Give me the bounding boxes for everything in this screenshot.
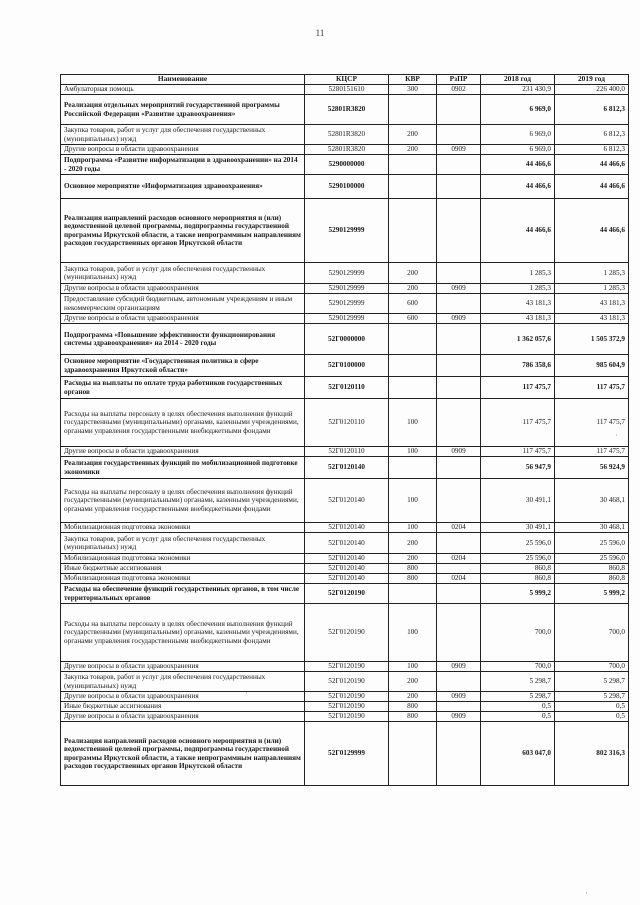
- cell-rzpr: [437, 294, 481, 314]
- cell-kvr: [389, 457, 437, 479]
- table-row: [61, 722, 629, 786]
- margin-mark: ·: [615, 430, 618, 440]
- cell-2018: 44 466,6: [481, 175, 555, 199]
- cell-rzpr: [437, 355, 481, 377]
- cell-2019: 700,0: [555, 662, 629, 672]
- cell-kcsr: 52Г0120140: [305, 564, 389, 574]
- cell-2019: 700,0: [555, 604, 629, 662]
- cell-name: Реализация направлений расходов основного мероприятия и (или) ведомственной целевой программы, подпрограммы государственной программы Иркутской области, а также непрограммным направлениям расходов государственных органов Иркутской области: [61, 199, 305, 263]
- cell-kvr: 100: [389, 604, 437, 662]
- cell-rzpr: [437, 199, 481, 263]
- cell-rzpr: 0204: [437, 523, 481, 533]
- cell-rzpr: [437, 604, 481, 662]
- table-row: [61, 672, 629, 692]
- cell-2018: 860,8: [481, 574, 555, 584]
- cell-kcsr: 52Г0129999: [305, 722, 389, 786]
- cell-rzpr: 0204: [437, 574, 481, 584]
- table-row: [61, 554, 629, 564]
- cell-2018: 1 285,3: [481, 284, 555, 294]
- cell-name: Основное мероприятие «Государственная политика в сфере здравоохранения Иркутской области»: [61, 355, 305, 377]
- table-row: [61, 574, 629, 584]
- cell-2019: 44 466,6: [555, 175, 629, 199]
- cell-rzpr: [437, 479, 481, 523]
- cell-2019: 25 596,0: [555, 533, 629, 554]
- cell-2018: 6 969,0: [481, 145, 555, 155]
- table-row: [61, 457, 629, 479]
- cell-kcsr: 52Г0100000: [305, 355, 389, 377]
- cell-rzpr: 0909: [437, 712, 481, 722]
- table-row: [61, 564, 629, 574]
- cell-rzpr: [437, 584, 481, 604]
- cell-2019: 860,8: [555, 574, 629, 584]
- cell-2018: 56 947,9: [481, 457, 555, 479]
- cell-rzpr: 0909: [437, 447, 481, 457]
- cell-kvr: [389, 175, 437, 199]
- cell-2019: 56 924,9: [555, 457, 629, 479]
- cell-2018: 117 475,7: [481, 447, 555, 457]
- table-row: [61, 662, 629, 672]
- table-row: [61, 155, 629, 175]
- cell-2019: 6 812,3: [555, 95, 629, 125]
- cell-kcsr: 52Г0120110: [305, 377, 389, 399]
- cell-name: Иные бюджетные ассигнования: [61, 564, 305, 574]
- cell-2019: 860,8: [555, 564, 629, 574]
- cell-kcsr: 5290129999: [305, 294, 389, 314]
- cell-2019: 5 298,7: [555, 672, 629, 692]
- cell-kcsr: 52801R3820: [305, 125, 389, 145]
- cell-2019: 25 596,0: [555, 554, 629, 564]
- table-row: [61, 355, 629, 377]
- cell-rzpr: [437, 457, 481, 479]
- cell-kvr: [389, 199, 437, 263]
- cell-name: Подпрограмма «Повышение эффективности функционирования системы здравоохранения» на 2014 - 2020 годы: [61, 324, 305, 355]
- budget-table: [60, 74, 629, 786]
- cell-kcsr: 5290129999: [305, 314, 389, 324]
- cell-rzpr: [437, 672, 481, 692]
- cell-kcsr: 52Г0120140: [305, 554, 389, 564]
- cell-kcsr: 52Г0120140: [305, 523, 389, 533]
- cell-2018: 44 466,6: [481, 199, 555, 263]
- cell-name: Закупка товаров, работ и услуг для обеспечения государственных (муниципальных) нужд: [61, 263, 305, 284]
- cell-name: Другие вопросы в области здравоохранения: [61, 662, 305, 672]
- cell-2018: 231 430,9: [481, 85, 555, 95]
- cell-kvr: 200: [389, 672, 437, 692]
- table-row: [61, 399, 629, 447]
- cell-2018: 0,5: [481, 702, 555, 712]
- cell-2019: 43 181,3: [555, 294, 629, 314]
- cell-2018: 5 298,7: [481, 672, 555, 692]
- cell-2019: 30 468,1: [555, 523, 629, 533]
- col-header-name: Наименование: [61, 75, 305, 85]
- cell-name: Расходы на выплаты персоналу в целях обеспечения выполнения функций государственными (муниципальными) органами, казенными учреждениями, органами управления государственными внебюджетными фондами: [61, 479, 305, 523]
- cell-kvr: 200: [389, 554, 437, 564]
- cell-rzpr: [437, 175, 481, 199]
- table-body: [61, 85, 629, 786]
- cell-kcsr: 5290000000: [305, 155, 389, 175]
- cell-name: Другие вопросы в области здравоохранения: [61, 712, 305, 722]
- cell-2018: 43 181,3: [481, 294, 555, 314]
- table-row: [61, 584, 629, 604]
- cell-kvr: 800: [389, 564, 437, 574]
- cell-kcsr: 52Г0120190: [305, 672, 389, 692]
- table-row: [61, 533, 629, 554]
- cell-name: Предоставление субсидий бюджетным, автономным учреждениям и иным некоммерческим организациям: [61, 294, 305, 314]
- cell-2018: 44 466,6: [481, 155, 555, 175]
- cell-kcsr: 5290129999: [305, 263, 389, 284]
- cell-name: Мобилизационная подготовка экономики: [61, 554, 305, 564]
- cell-name: Расходы на выплаты по оплате труда работников государственных органов: [61, 377, 305, 399]
- cell-rzpr: [437, 263, 481, 284]
- cell-name: Закупка товаров, работ и услуг для обеспечения государственных (муниципальных) нужд: [61, 672, 305, 692]
- cell-rzpr: [437, 564, 481, 574]
- cell-2018: 1 362 057,6: [481, 324, 555, 355]
- col-header-2019: 2019 год: [555, 75, 629, 85]
- cell-2018: 786 358,6: [481, 355, 555, 377]
- cell-name: Реализация государственных функций по мобилизационной подготовке экономики: [61, 457, 305, 479]
- cell-kcsr: 5290129999: [305, 284, 389, 294]
- cell-kcsr: 52Г0120110: [305, 447, 389, 457]
- cell-kvr: 100: [389, 399, 437, 447]
- cell-kvr: 200: [389, 145, 437, 155]
- cell-kcsr: 52Г0120140: [305, 574, 389, 584]
- table-row: [61, 95, 629, 125]
- cell-rzpr: 0909: [437, 145, 481, 155]
- cell-kcsr: 52Г0120190: [305, 604, 389, 662]
- cell-2018: 43 181,3: [481, 314, 555, 324]
- table-row: [61, 712, 629, 722]
- cell-name: Расходы на выплаты персоналу в целях обеспечения выполнения функций государственными (муниципальными) органами, казенными учреждениями, органами управления государственными внебюджетными фондами: [61, 604, 305, 662]
- cell-kvr: 100: [389, 523, 437, 533]
- table-row: [61, 284, 629, 294]
- cell-2019: 985 604,9: [555, 355, 629, 377]
- table-row: [61, 199, 629, 263]
- cell-rzpr: [437, 155, 481, 175]
- cell-2018: 603 047,0: [481, 722, 555, 786]
- cell-2019: 0,5: [555, 702, 629, 712]
- cell-2018: 5 999,2: [481, 584, 555, 604]
- cell-kvr: 200: [389, 533, 437, 554]
- cell-kcsr: 52Г0120190: [305, 584, 389, 604]
- cell-2018: 6 969,0: [481, 125, 555, 145]
- cell-rzpr: 0902: [437, 85, 481, 95]
- cell-name: Иные бюджетные ассигнования: [61, 702, 305, 712]
- cell-name: Другие вопросы в области здравоохранения: [61, 145, 305, 155]
- table-row: [61, 324, 629, 355]
- cell-rzpr: [437, 95, 481, 125]
- cell-2019: 802 316,3: [555, 722, 629, 786]
- cell-kcsr: 52Г0120190: [305, 712, 389, 722]
- cell-name: Другие вопросы в области здравоохранения: [61, 314, 305, 324]
- col-header-kcsr: КЦСР: [305, 75, 389, 85]
- cell-rzpr: [437, 377, 481, 399]
- cell-2019: 5 298,7: [555, 692, 629, 702]
- cell-name: Мобилизационная подготовка экономики: [61, 523, 305, 533]
- table-row: [61, 294, 629, 314]
- cell-name: Основное мероприятие «Информатизация здравоохранения»: [61, 175, 305, 199]
- cell-2018: 117 475,7: [481, 377, 555, 399]
- cell-kcsr: 5280151610: [305, 85, 389, 95]
- table-row: [61, 702, 629, 712]
- cell-name: Другие вопросы в области здравоохранения: [61, 692, 305, 702]
- col-header-kvr: КВР: [389, 75, 437, 85]
- cell-kcsr: 52Г0120190: [305, 662, 389, 672]
- cell-kvr: 300: [389, 85, 437, 95]
- cell-name: Реализация отдельных мероприятий государственной программы Российской Федерации «Развитие здравоохранения»: [61, 95, 305, 125]
- cell-kvr: 800: [389, 574, 437, 584]
- cell-name: Другие вопросы в области здравоохранения: [61, 284, 305, 294]
- cell-kvr: 100: [389, 662, 437, 672]
- cell-name: Расходы на обеспечение функций государственных органов, в том числе территориальных органов: [61, 584, 305, 604]
- cell-rzpr: [437, 702, 481, 712]
- cell-name: Подпрограмма «Развитие информатизации в здравоохранении» на 2014 - 2020 годы: [61, 155, 305, 175]
- cell-name: Реализация направлений расходов основного мероприятия и (или) ведомственной целевой программы, подпрограммы государственной программы Иркутской области, а также непрограммным направлениям расходов государственных органов Иркутской области: [61, 722, 305, 786]
- cell-2019: 1 285,3: [555, 284, 629, 294]
- cell-kcsr: 5290100000: [305, 175, 389, 199]
- table-row: [61, 263, 629, 284]
- cell-2018: 1 285,3: [481, 263, 555, 284]
- table-row: [61, 377, 629, 399]
- cell-2019: 43 181,3: [555, 314, 629, 324]
- cell-2019: 226 400,0: [555, 85, 629, 95]
- cell-kvr: 600: [389, 294, 437, 314]
- cell-kvr: [389, 377, 437, 399]
- cell-kcsr: 52Г0120140: [305, 479, 389, 523]
- cell-2019: 44 466,6: [555, 155, 629, 175]
- cell-rzpr: 0909: [437, 692, 481, 702]
- cell-kvr: 800: [389, 712, 437, 722]
- cell-name: Закупка товаров, работ и услуг для обеспечения государственных (муниципальных) нужд: [61, 533, 305, 554]
- cell-rzpr: 0909: [437, 314, 481, 324]
- cell-2018: 6 969,0: [481, 95, 555, 125]
- cell-kvr: [389, 584, 437, 604]
- cell-rzpr: [437, 125, 481, 145]
- cell-name: Мобилизационная подготовка экономики: [61, 574, 305, 584]
- cell-kcsr: 52801R3820: [305, 95, 389, 125]
- table-row: [61, 175, 629, 199]
- cell-kvr: [389, 355, 437, 377]
- cell-2019: 117 475,7: [555, 399, 629, 447]
- cell-kvr: 100: [389, 447, 437, 457]
- cell-rzpr: [437, 533, 481, 554]
- cell-2019: 44 466,6: [555, 199, 629, 263]
- cell-kcsr: 52Г0120140: [305, 533, 389, 554]
- cell-2018: 0,5: [481, 712, 555, 722]
- cell-kcsr: 52Г0120190: [305, 702, 389, 712]
- table-row: [61, 145, 629, 155]
- cell-kvr: 100: [389, 479, 437, 523]
- cell-2018: 25 596,0: [481, 554, 555, 564]
- cell-kcsr: 52Г0120190: [305, 692, 389, 702]
- cell-2018: 25 596,0: [481, 533, 555, 554]
- table-row: [61, 314, 629, 324]
- cell-2019: 6 812,3: [555, 145, 629, 155]
- cell-kcsr: 52Г0120140: [305, 457, 389, 479]
- cell-2019: 6 812,3: [555, 125, 629, 145]
- cell-rzpr: [437, 324, 481, 355]
- cell-2019: 0,5: [555, 712, 629, 722]
- table-row: [61, 604, 629, 662]
- table-row: [61, 479, 629, 523]
- table-row: [61, 692, 629, 702]
- col-header-2018: 2018 год: [481, 75, 555, 85]
- cell-kcsr: 5290129999: [305, 199, 389, 263]
- margin-mark: ·: [245, 688, 248, 698]
- cell-rzpr: 0909: [437, 662, 481, 672]
- cell-2018: 700,0: [481, 604, 555, 662]
- cell-2018: 700,0: [481, 662, 555, 672]
- cell-2018: 860,8: [481, 564, 555, 574]
- cell-2018: 30 491,1: [481, 479, 555, 523]
- cell-name: Другие вопросы в области здравоохранения: [61, 447, 305, 457]
- cell-kcsr: 52801R3820: [305, 145, 389, 155]
- cell-kvr: 800: [389, 702, 437, 712]
- cell-kvr: [389, 155, 437, 175]
- cell-kvr: [389, 95, 437, 125]
- margin-mark: ·: [585, 888, 588, 898]
- cell-2018: 30 491,1: [481, 523, 555, 533]
- cell-2018: 117 475,7: [481, 399, 555, 447]
- cell-2019: 30 468,1: [555, 479, 629, 523]
- cell-kvr: 200: [389, 284, 437, 294]
- cell-2019: 5 999,2: [555, 584, 629, 604]
- table-row: [61, 85, 629, 95]
- cell-name: Амбулаторная помощь: [61, 85, 305, 95]
- cell-kvr: 200: [389, 125, 437, 145]
- table-header-row: [61, 75, 629, 85]
- col-header-rzpr: РзПР: [437, 75, 481, 85]
- cell-rzpr: [437, 722, 481, 786]
- cell-kvr: 600: [389, 314, 437, 324]
- cell-rzpr: 0909: [437, 284, 481, 294]
- table-row: [61, 125, 629, 145]
- cell-2019: 117 475,7: [555, 377, 629, 399]
- cell-2019: 1 285,3: [555, 263, 629, 284]
- cell-name: Расходы на выплаты персоналу в целях обеспечения выполнения функций государственными (муниципальными) органами, казенными учреждениями, органами управления государственными внебюджетными фондами: [61, 399, 305, 447]
- cell-kvr: [389, 722, 437, 786]
- cell-kvr: [389, 324, 437, 355]
- table-row: [61, 523, 629, 533]
- cell-kvr: 200: [389, 692, 437, 702]
- table-row: [61, 447, 629, 457]
- cell-rzpr: [437, 399, 481, 447]
- cell-kvr: 200: [389, 263, 437, 284]
- cell-2019: 117 475,7: [555, 447, 629, 457]
- cell-kcsr: 52Г0120110: [305, 399, 389, 447]
- page-number: 11: [315, 28, 325, 38]
- cell-kcsr: 52Г0000000: [305, 324, 389, 355]
- cell-name: Закупка товаров, работ и услуг для обеспечения государственных (муниципальных) нужд: [61, 125, 305, 145]
- cell-2019: 1 505 372,9: [555, 324, 629, 355]
- cell-2018: 5 298,7: [481, 692, 555, 702]
- cell-rzpr: 0204: [437, 554, 481, 564]
